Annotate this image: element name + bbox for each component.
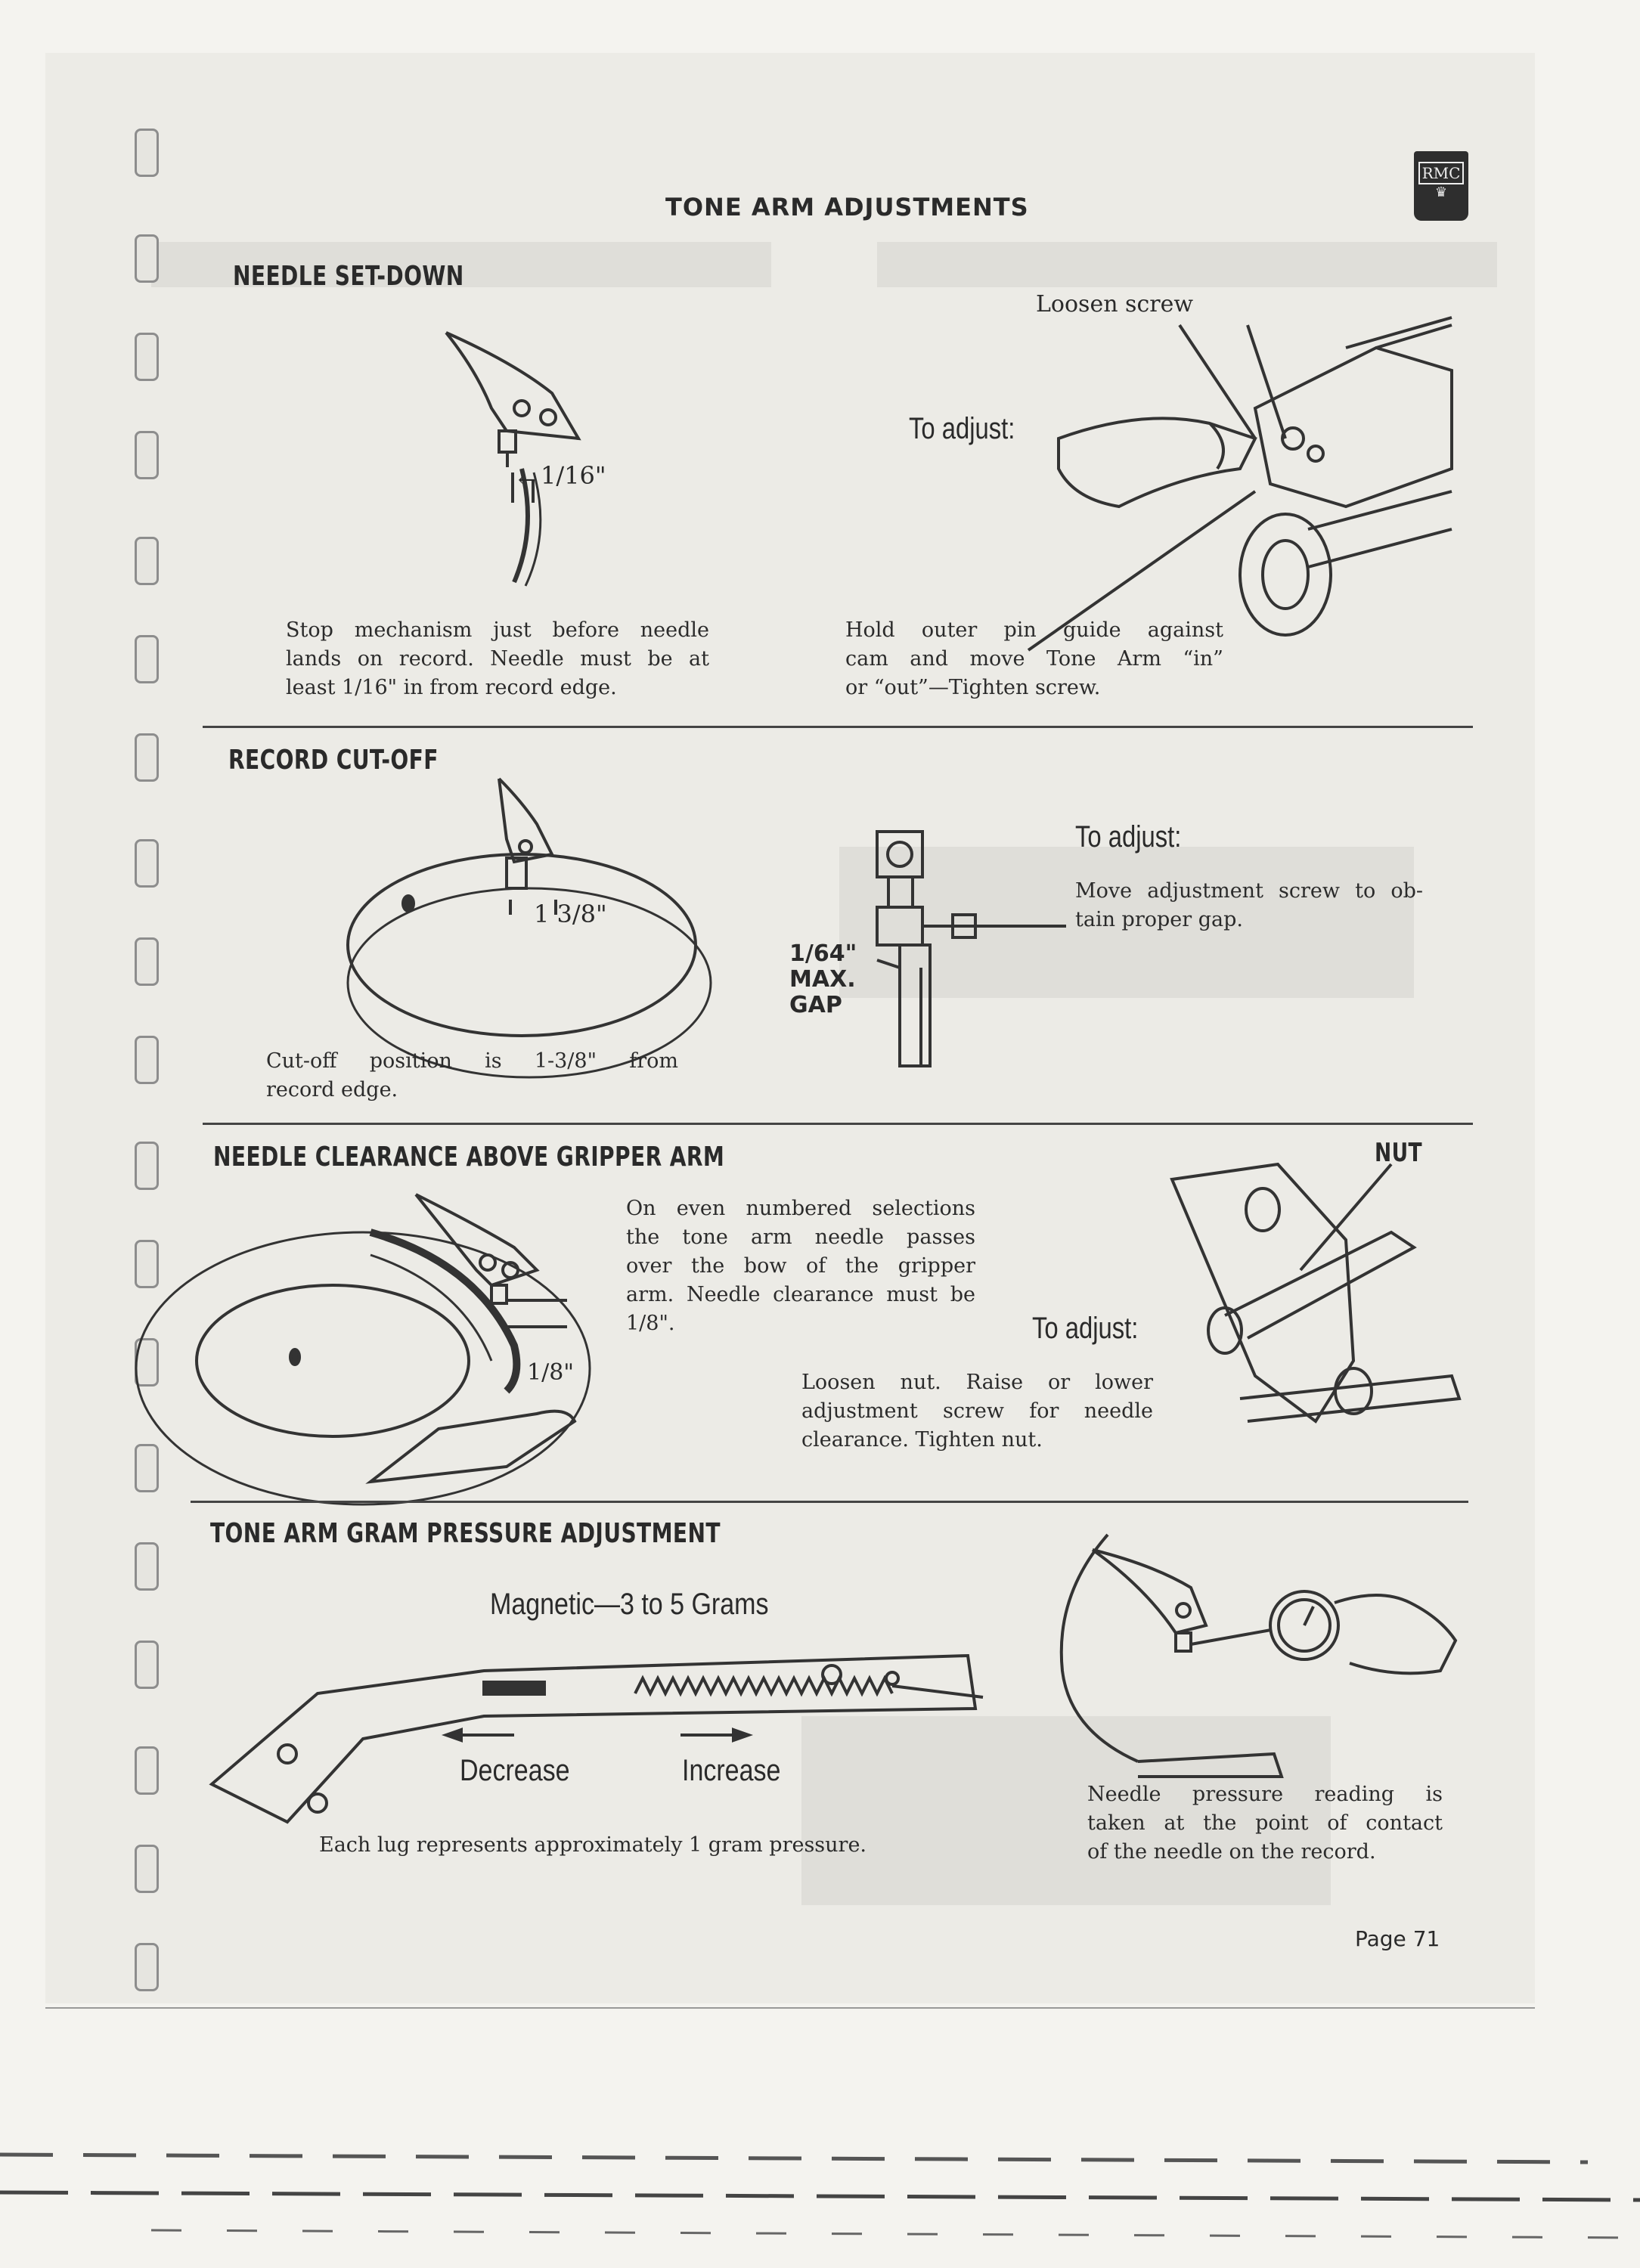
caption-line: Move adjustment screw to ob-	[1075, 879, 1423, 903]
binding-hole	[135, 234, 159, 283]
increase-label: Increase	[682, 1754, 781, 1787]
caption-line: least 1/16" in from record edge.	[286, 676, 617, 699]
page-bottom-edge	[45, 2007, 1535, 2009]
caption-line: Cut-off position is 1-3/8" from	[266, 1049, 678, 1073]
section-divider	[203, 726, 1473, 728]
nut-label: NUT	[1375, 1138, 1422, 1168]
heading-record-cut-off: RECORD CUT-OFF	[228, 745, 439, 776]
caption-line: clearance. Tighten nut.	[801, 1428, 1043, 1452]
page-title: TONE ARM ADJUSTMENTS	[665, 193, 1029, 222]
binding-hole	[135, 937, 159, 986]
binding-hole	[135, 1641, 159, 1689]
description-line: over the bow of the gripper	[626, 1254, 975, 1278]
page-number	[1355, 1926, 1440, 1951]
caption-line: Hold outer pin guide against	[845, 618, 1223, 642]
arrow-left-icon: ←	[518, 467, 536, 492]
pressure-gauge-illustration	[1047, 1520, 1471, 1777]
rmc-logo	[1414, 151, 1468, 221]
caption-line: of the needle on the record.	[1087, 1840, 1376, 1864]
loosen-screw-label: Loosen screw	[1036, 291, 1194, 318]
gap-label-line: GAP	[789, 992, 842, 1018]
binding-hole	[135, 1240, 159, 1288]
description-line: 1/8".	[626, 1312, 675, 1335]
binding-hole	[135, 1444, 159, 1492]
binding-hole	[135, 1746, 159, 1795]
caption-line: Loosen nut. Raise or lower	[801, 1371, 1153, 1394]
binding-hole	[135, 1542, 159, 1591]
section-divider	[203, 1123, 1473, 1125]
needle-clearance-adjust-caption	[801, 1368, 1153, 1455]
heading-needle-set-down: NEEDLE SET-DOWN	[233, 261, 464, 292]
tone-arm-spring-illustration	[212, 1641, 983, 1837]
gap-label-line: 1/64"	[789, 940, 857, 967]
pin-guide-illustration	[1028, 318, 1467, 665]
caption-line: Needle pressure reading is	[1087, 1783, 1443, 1806]
caption-line: cam and move Tone Arm “in”	[845, 647, 1223, 671]
record-cut-off-caption	[266, 1047, 678, 1105]
binding-hole	[135, 1943, 159, 1991]
decrease-label: Decrease	[460, 1754, 570, 1787]
binding-hole	[135, 333, 159, 381]
binding-hole	[135, 1142, 159, 1190]
caption-line: taken at the point of contact	[1087, 1811, 1443, 1835]
caption-line: Stop mechanism just before needle	[286, 618, 709, 642]
needle-clearance-measure: 1/8"	[527, 1359, 575, 1386]
scan-artifact-dashes	[0, 2139, 1640, 2253]
gap-label-line: MAX.	[789, 966, 856, 993]
needle-set-down-caption	[286, 616, 709, 702]
lug-caption: Each lug represents approximately 1 gram pressure.	[319, 1833, 867, 1857]
description-line: the tone arm needle passes	[626, 1225, 975, 1249]
caption-line: or “out”—Tighten screw.	[845, 676, 1101, 699]
page-number-value: 71	[1412, 1926, 1440, 1951]
magnetic-label: Magnetic—3 to 5 Grams	[490, 1588, 769, 1621]
caption-line: record edge.	[266, 1078, 398, 1101]
bleed-through	[877, 242, 1497, 287]
binding-hole	[135, 733, 159, 782]
pressure-reading-caption	[1087, 1780, 1443, 1867]
gap-label	[789, 941, 857, 1018]
to-adjust-label: To adjust:	[1075, 820, 1182, 854]
to-adjust-label: To adjust:	[909, 412, 1015, 445]
binding-hole	[135, 1845, 159, 1893]
binding-hole	[135, 431, 159, 479]
needle-clearance-description	[626, 1194, 975, 1338]
heading-gram-pressure: TONE ARM GRAM PRESSURE ADJUSTMENT	[210, 1518, 721, 1549]
needle-clearance-illustration	[189, 1187, 612, 1489]
to-adjust-label: To adjust:	[1032, 1312, 1139, 1345]
needle-set-down-measure: 1/16"	[541, 461, 606, 490]
caption-line: adjustment screw for needle	[801, 1399, 1153, 1423]
section-divider	[191, 1501, 1468, 1503]
description-line: On even numbered selections	[626, 1197, 975, 1220]
crown-icon: ♛	[1434, 184, 1448, 200]
caption-line: tain proper gap.	[1075, 908, 1243, 931]
record-cut-off-measure: 1 3/8"	[534, 900, 607, 928]
pin-guide-caption	[845, 616, 1223, 702]
cut-off-adjust-caption	[1075, 877, 1423, 934]
page-number-label: Page	[1355, 1926, 1406, 1951]
binding-hole	[135, 635, 159, 683]
binding-hole	[135, 537, 159, 585]
description-line: arm. Needle clearance must be	[626, 1283, 975, 1306]
caption-line: lands on record. Needle must be at	[286, 647, 709, 671]
binding-hole	[135, 129, 159, 177]
binding-hole	[135, 839, 159, 888]
binding-hole	[135, 1036, 159, 1084]
rmc-logo-text: RMC	[1418, 162, 1464, 184]
gripper-nut-illustration	[1164, 1149, 1474, 1436]
heading-needle-clearance: NEEDLE CLEARANCE ABOVE GRIPPER ARM	[213, 1142, 725, 1173]
